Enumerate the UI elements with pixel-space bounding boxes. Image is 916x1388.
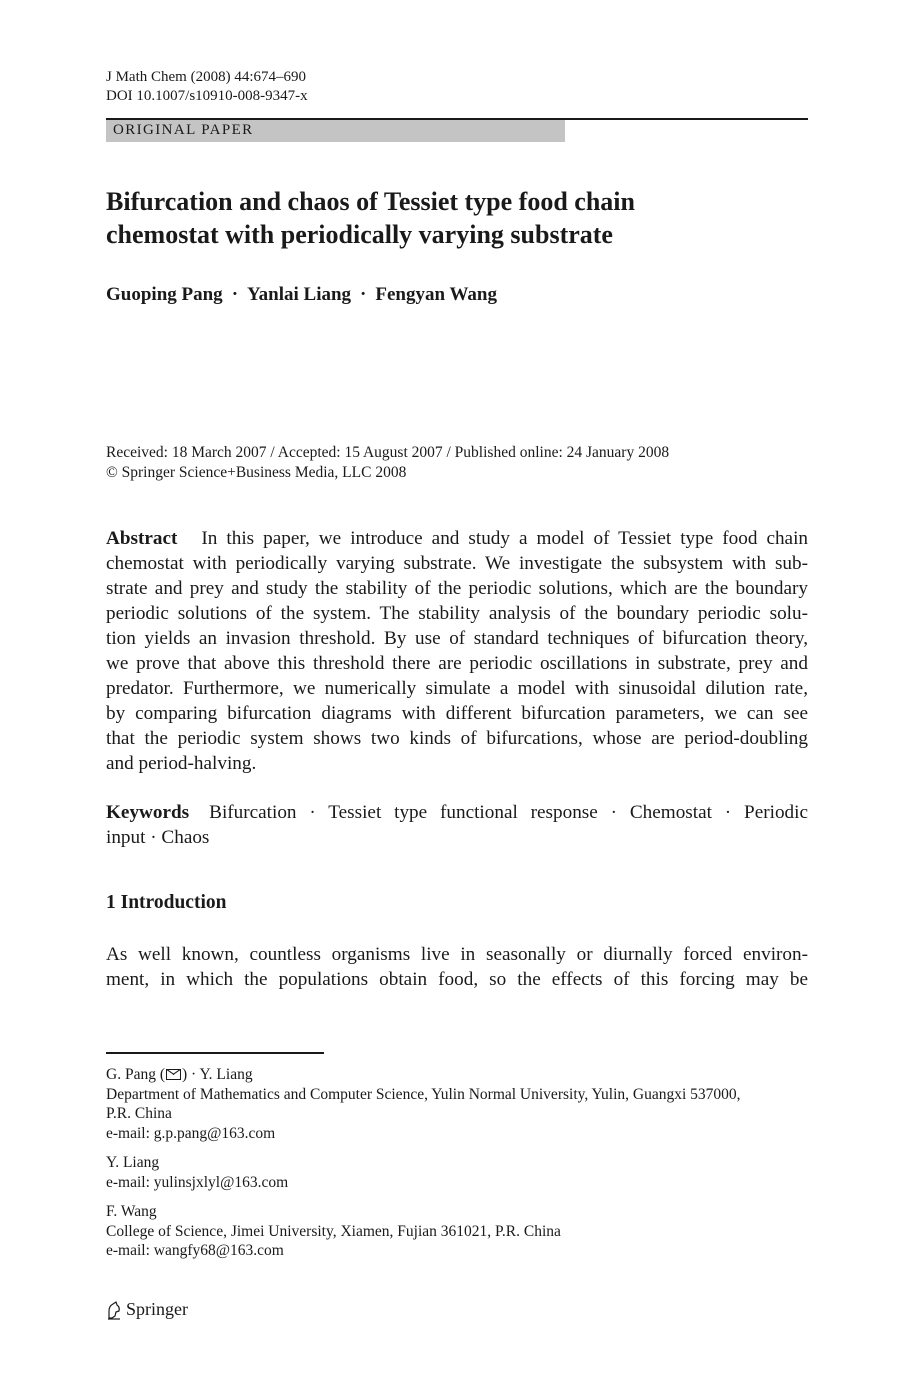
author-3: Fengyan Wang (375, 284, 497, 305)
author-2: Yanlai Liang (247, 284, 352, 305)
footnote-email: e-mail: wangfy68@163.com (106, 1242, 284, 1259)
introduction-text (106, 942, 808, 992)
keywords (106, 800, 808, 850)
footnote-names (106, 1065, 808, 1085)
author-1: Guoping Pang (106, 284, 223, 305)
abstract-line: chemostat with periodically varying substrate. We investigate the subsystem with sub- (106, 553, 808, 574)
title-line-2: chemostat with periodically varying substrate (106, 220, 613, 249)
author-separator: · (360, 284, 367, 305)
footnote-block-2 (106, 1153, 808, 1192)
keywords-heading: Keywords (106, 802, 190, 823)
abstract-line: tion yields an invasion threshold. By use of standard techniques of bifurcation theory, (106, 628, 808, 649)
abstract-line: periodic solutions of the system. The stability analysis of the boundary periodic solu- (106, 603, 808, 624)
footnote-block-3 (106, 1202, 808, 1261)
footnote-name-prefix: G. Pang ( (106, 1066, 165, 1083)
keywords-text: Bifurcation · Tessiet type functional response · Chemostat · Periodic (209, 802, 808, 823)
publication-dates (106, 443, 669, 483)
keywords-line: input · Chaos (106, 827, 210, 848)
footnote-affiliation: Department of Mathematics and Computer Science, Yulin Normal University, Yulin, Guangxi 537000, (106, 1085, 741, 1103)
article-type-band (106, 120, 565, 142)
intro-line: ment, in which the populations obtain food, so the effects of this forcing may be (106, 969, 808, 990)
intro-line: As well known, countless organisms live in seasonally or diurnally forced environ- (106, 944, 808, 965)
doi: DOI 10.1007/s10910-008-9347-x (106, 88, 308, 104)
paper-title (106, 185, 808, 251)
title-line-1: Bifurcation and chaos of Tessiet type food chain (106, 187, 635, 216)
abstract-line (106, 526, 808, 551)
abstract-line: and period-halving. (106, 753, 257, 774)
author-list (106, 284, 497, 306)
footnote-name: F. Wang (106, 1203, 157, 1220)
footnote-name: Y. Liang (106, 1154, 160, 1171)
footnote-affiliation: P.R. China (106, 1105, 172, 1122)
article-type: ORIGINAL PAPER (113, 122, 254, 138)
keywords-line (106, 800, 808, 825)
abstract-line: strate and prey and study the stability of the periodic solutions, which are the boundary (106, 578, 808, 599)
publisher-name: Springer (126, 1299, 188, 1319)
paper-page (106, 0, 808, 1388)
footnote-affiliation: College of Science, Jimei University, Xiamen, Fujian 361021, P.R. China (106, 1222, 561, 1240)
abstract-line: that the periodic system shows two kinds of bifurcations, whose are period-doubling (106, 728, 808, 749)
abstract-heading: Abstract (106, 528, 178, 549)
abstract-line: we prove that above this threshold there are periodic oscillations in substrate, prey and (106, 653, 808, 674)
springer-horse-icon (106, 1300, 122, 1320)
envelope-icon (166, 1069, 181, 1080)
abstract (106, 526, 808, 776)
journal-info (106, 68, 308, 106)
copyright-line: © Springer Science+Business Media, LLC 2008 (106, 464, 407, 481)
footnote-name-suffix: ) · Y. Liang (181, 1066, 253, 1083)
author-footnotes (106, 1065, 808, 1271)
author-separator: · (231, 284, 239, 305)
abstract-line: predator. Furthermore, we numerically simulate a model with sinusoidal dilution rate, (106, 678, 808, 699)
history-line: Received: 18 March 2007 / Accepted: 15 August 2007 / Published online: 24 January 2008 (106, 444, 670, 461)
footnote-rule (106, 1052, 324, 1054)
abstract-text: In this paper, we introduce and study a model of Tessiet type food chain (201, 528, 808, 549)
abstract-line: by comparing bifurcation diagrams with different bifurcation parameters, we can see (106, 703, 808, 724)
journal-citation: J Math Chem (2008) 44:674–690 (106, 69, 306, 85)
section-heading: 1 Introduction (106, 892, 227, 913)
footnote-block-1 (106, 1065, 808, 1143)
publisher-mark (106, 1299, 188, 1320)
footnote-email: e-mail: yulinsjxlyl@163.com (106, 1173, 289, 1191)
footnote-email: e-mail: g.p.pang@163.com (106, 1124, 276, 1142)
